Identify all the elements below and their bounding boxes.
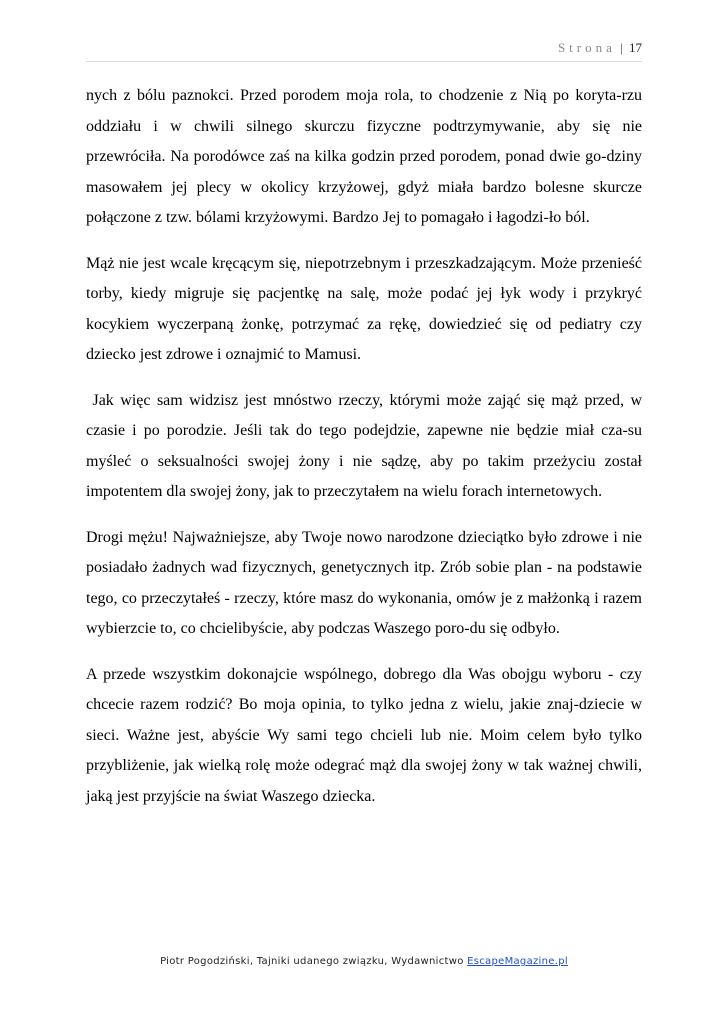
- paragraph: Drogi mężu! Najważniejsze, aby Twoje nowo narodzone dzieciątko było zdrowe i nie posiadało żadnych wad fizycznych, genetycznych itp. Zrób sobie plan - na podstawie tego, co przeczytałeś - rzeczy, które masz do wykonania, omów je z małżonką i razem wybierzcie to, co chcielibyście, aby podczas Waszego poro-du się odbyło.: [86, 528, 642, 637]
- paragraph: A przede wszystkim dokonajcie wspólnego, dobrego dla Was obojgu wyboru - czy chcecie razem rodzić? Bo moja opinia, to tylko jedna z wielu, jakie znaj-dziecie w sieci. Ważne jest, abyście Wy sami tego chcieli lub nie. Moim celem było tylko przybliżenie, jak wielką rolę może odegrać mąż dla swojej żony w tak ważnej chwili, jaką jest przyjście na świat Waszego dziecka.: [86, 665, 642, 805]
- page-footer: [0, 956, 728, 967]
- header-separator: |: [620, 40, 623, 55]
- paragraph: nych z bólu paznokci. Przed porodem moja rola, to chodzenie z Nią po koryta-rzu oddziału i w chwili silnego skurczu fizyczne podtrzymywanie, aby się nie przewróciła. Na porodówce zaś na kilka godzin przed porodem, ponad dwie go-dziny masowałem jej plecy w okolicy krzyżowej, gdyż miała bardzo bolesne skurcze połączone z tzw. bólami krzyżowymi. Bardzo Jej to pomagało i łagodzi-ło ból.: [86, 87, 642, 226]
- footer-text: Piotr Pogodziński, Tajniki udanego związku, Wydawnictwo: [160, 956, 468, 967]
- page-number: 17: [629, 40, 642, 55]
- paragraph: Mąż nie jest wcale kręcącym się, niepotrzebnym i przeszkadzającym. Może przenieść torby, kiedy migruje się pacjentkę na salę, może podać jej łyk wody i przykryć kocykiem wyczerpaną żonkę, potrzymać za rękę, dowiedzieć się od pediatry czy dziecko jest zdrowe i oznajmić to Mamusi.: [86, 254, 642, 363]
- page-label: Strona: [557, 40, 616, 55]
- page-header: [86, 40, 642, 62]
- header-divider: [86, 61, 642, 62]
- paragraph: Jak więc sam widzisz jest mnóstwo rzeczy, którymi może zająć się mąż przed, w czasie i po porodzie. Jeśli tak do tego podejdzie, zapewne nie będzie miał cza-su myśleć o seksualności swojej żony i nie sądzę, aby po takim przeżyciu został impotentem dla swojej żony, jak to przeczytałem na wielu forach internetowych.: [86, 391, 646, 500]
- body-text: [86, 81, 646, 827]
- footer-link[interactable]: EscapeMagazine.pl: [467, 956, 568, 967]
